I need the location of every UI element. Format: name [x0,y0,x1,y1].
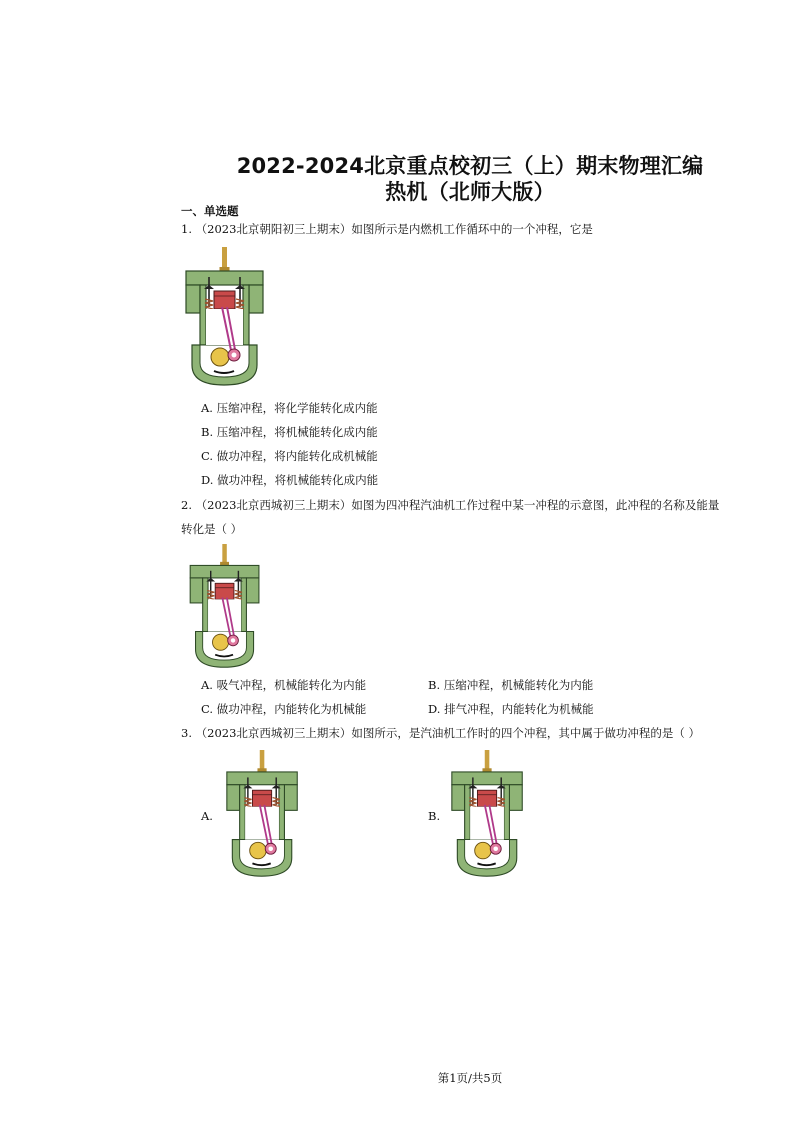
q2-option-a: A. 吸气冲程，机械能转化为内能 [201,678,367,692]
page-title: 2022-2024北京重点校初三（上）期末物理汇编 [236,154,704,178]
q1-stem: 1. （2023北京朝阳初三上期末）如图所示是内燃机工作循环中的一个冲程，它是 [181,222,593,236]
q2-stem-line1: 2. （2023北京西城初三上期末）如图为四冲程汽油机工作过程中某一冲程的示意图，此冲程的名称及能量 [181,498,720,512]
q2-option-d: D. 排气冲程，内能转化为机械能 [428,702,594,716]
q2-option-b: B. 压缩冲程，机械能转化为内能 [428,678,594,692]
q3-engine-figure-a [225,750,300,878]
q1-option-c: C. 做功冲程，将内能转化成机械能 [201,449,378,463]
q1-option-d: D. 做功冲程，将机械能转化成内能 [201,473,379,487]
q1-option-b: B. 压缩冲程，将机械能转化成内能 [201,425,378,439]
q1-option-a: A. 压缩冲程，将化学能转化成内能 [201,401,378,415]
q3-stem: 3. （2023北京西城初三上期末）如图所示，是汽油机工作时的四个冲程，其中属于做功冲程的是（ ） [181,726,701,740]
q2-option-c: C. 做功冲程，内能转化为机械能 [201,702,367,716]
q2-engine-figure [184,544,266,669]
q3-option-a-label: A. [201,809,213,823]
q1-engine-figure [184,247,266,387]
q3-engine-figure-b [450,750,525,878]
q3-option-b-label: B. [428,809,441,823]
section-heading: 一、单选题 [181,204,239,218]
page-footer: 第1页/共5页 [437,1071,503,1085]
page-subtitle: 热机（北师大版） [385,180,555,204]
q2-stem-line2: 转化是（ ） [181,522,243,536]
